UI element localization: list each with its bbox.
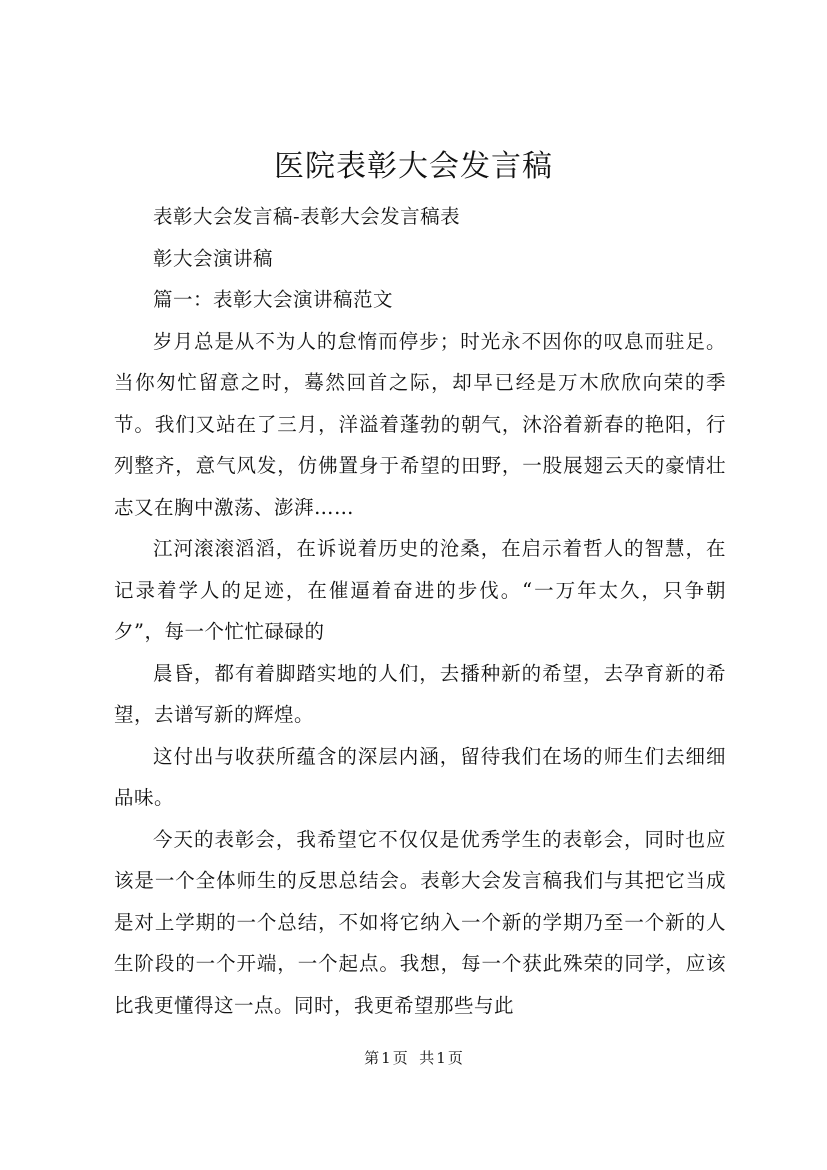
total-unit: 页 bbox=[447, 1049, 463, 1067]
page-number: 1 bbox=[381, 1049, 391, 1067]
total-pages: 1 bbox=[436, 1049, 446, 1067]
paragraph: 彰大会演讲稿 bbox=[153, 246, 274, 270]
paragraph: 表彰大会发言稿-表彰大会发言稿表 bbox=[153, 205, 461, 228]
paragraph: 江河滚滚滔滔，在诉说着历史的沧桑，在启示着哲人的智慧，在记录着学人的足迹，在催逼着奋进的步伐。“一万年太久，只争朝夕”，每一个忙忙碌碌的 bbox=[114, 537, 726, 643]
document-body bbox=[114, 196, 726, 1026]
paragraph: 篇一：表彰大会演讲稿范文 bbox=[153, 288, 394, 311]
page-footer bbox=[0, 1047, 827, 1069]
total-prefix: 共 bbox=[419, 1049, 435, 1067]
paragraph: 晨昏，都有着脚踏实地的人们，去播种新的希望，去孕育新的希望，去谱写新的辉煌。 bbox=[114, 661, 726, 726]
document-title: 医院表彰大会发言稿 bbox=[274, 149, 553, 184]
page-unit: 页 bbox=[392, 1049, 408, 1067]
page-prefix: 第 bbox=[364, 1049, 380, 1067]
paragraph: 今天的表彰会，我希望它不仅仅是优秀学生的表彰会，同时也应该是一个全体师生的反思总结会。表彰大会发言稿我们与其把它当成是对上学期的一个总结，不如将它纳入一个新的学期乃至一个新的人生阶段的一个开端，一个起点。我想，每一个获此殊荣的同学，应该比我更懂得这一点。同时，我更希望那些与此 bbox=[114, 827, 726, 1017]
paragraph: 这付出与收获所蕴含的深层内涵，留待我们在场的师生们去细细品味。 bbox=[114, 744, 726, 809]
paragraph: 岁月总是从不为人的怠惰而停步；时光永不因你的叹息而驻足。当你匆忙留意之时，蓦然回首之际，却早已经是万木欣欣向荣的季节。我们又站在了三月，洋溢着蓬勃的朝气，沐浴着新春的艳阳，行列整齐，意气风发，仿佛置身于希望的田野，一股展翅云天的豪情壮志又在胸中激荡、澎湃…… bbox=[114, 329, 726, 519]
